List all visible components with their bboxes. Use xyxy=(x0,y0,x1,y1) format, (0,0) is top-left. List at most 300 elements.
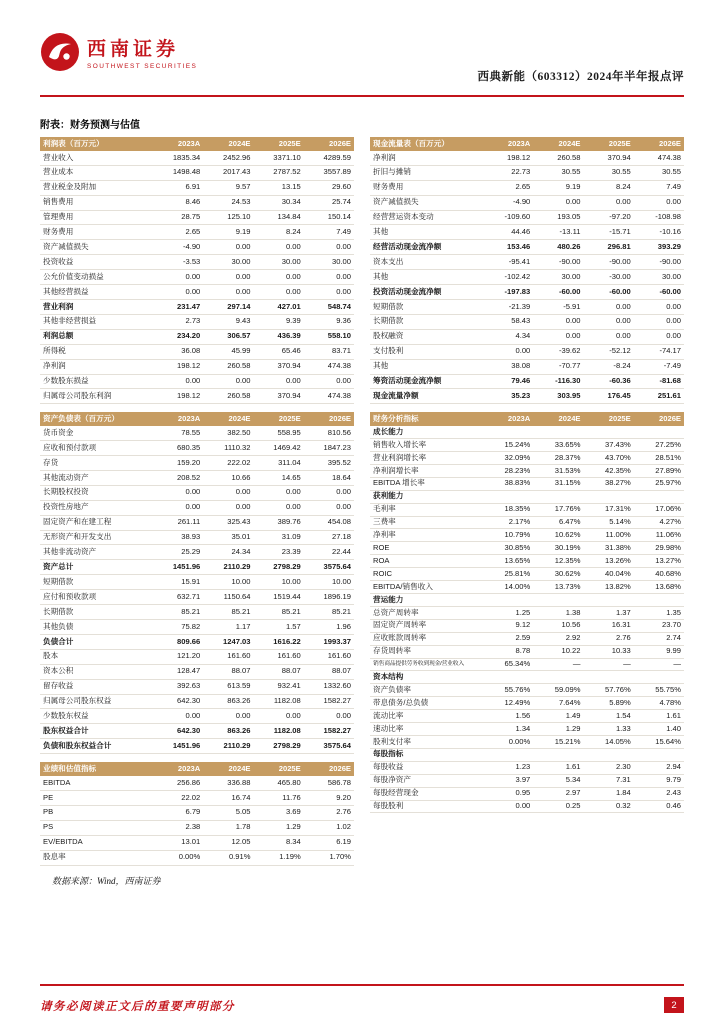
brand-text xyxy=(87,34,197,70)
cell-value: 1451.96 xyxy=(153,739,203,754)
row-label: 净利率 xyxy=(370,529,483,542)
cell-value: 25.74 xyxy=(304,195,354,210)
cell-value: 3557.89 xyxy=(304,165,354,180)
header-divider xyxy=(40,95,684,97)
row-label: 净利润 xyxy=(370,151,483,165)
cell-value: 297.14 xyxy=(203,299,253,314)
cell-value: 85.21 xyxy=(304,605,354,620)
row-label: 每股经营现金 xyxy=(370,787,483,800)
cell-value: 260.58 xyxy=(203,389,253,404)
cell-value: 0.00 xyxy=(304,270,354,285)
table-row xyxy=(370,735,684,748)
table-row xyxy=(40,240,354,255)
table-title: 业绩和估值指标 xyxy=(40,762,153,776)
cell-value: 632.71 xyxy=(153,590,203,605)
cell-value: -81.68 xyxy=(634,374,684,389)
cell-value: 58.43 xyxy=(483,314,533,329)
cell-value: 24.53 xyxy=(203,195,253,210)
table-row xyxy=(370,684,684,697)
column-header: 2025E xyxy=(584,412,634,426)
cell-value: 1.40 xyxy=(634,723,684,736)
table-row xyxy=(40,285,354,300)
cell-value: 0.00 xyxy=(254,270,304,285)
row-label: 股本 xyxy=(40,649,153,664)
cell-value: 306.57 xyxy=(203,329,253,344)
cell-value: 25.29 xyxy=(153,545,203,560)
table-title: 利润表（百万元） xyxy=(40,137,153,151)
cell-value: 5.14% xyxy=(584,516,634,529)
cell-value: 382.50 xyxy=(203,426,253,440)
row-label: 投资活动现金流净额 xyxy=(370,285,483,300)
cell-value: 22.02 xyxy=(153,790,203,805)
cell-value: 311.04 xyxy=(254,456,304,471)
row-label: 财务费用 xyxy=(370,180,483,195)
table-row xyxy=(40,329,354,344)
cell-value: 43.70% xyxy=(584,452,634,465)
row-label: 留存收益 xyxy=(40,679,153,694)
cell-value: 370.94 xyxy=(584,151,634,165)
section-row xyxy=(370,671,684,684)
cell-value: 65.46 xyxy=(254,344,304,359)
cell-value: 9.19 xyxy=(203,225,253,240)
row-label: 每股收益 xyxy=(370,761,483,774)
cell-value: 1498.48 xyxy=(153,165,203,180)
cell-value: 7.64% xyxy=(533,697,583,710)
cell-value: 13.82% xyxy=(584,581,634,594)
cell-value: 8.24 xyxy=(254,225,304,240)
cell-value: 2.92 xyxy=(533,632,583,645)
cell-value: 30.00 xyxy=(634,270,684,285)
row-label: 三费率 xyxy=(370,516,483,529)
row-label: 营业利润 xyxy=(40,299,153,314)
cell-value: 208.52 xyxy=(153,470,203,485)
cell-value: 30.19% xyxy=(533,542,583,555)
table-row xyxy=(370,568,684,581)
cell-value: 6.91 xyxy=(153,180,203,195)
cell-value: 436.39 xyxy=(254,329,304,344)
cell-value: 2.73 xyxy=(153,314,203,329)
row-label: 负债合计 xyxy=(40,634,153,649)
cell-value: 31.15% xyxy=(533,477,583,490)
table-title: 资产负债表（百万元） xyxy=(40,412,153,426)
table-row xyxy=(370,710,684,723)
cell-value: 30.00 xyxy=(203,255,253,270)
cell-value: 161.60 xyxy=(304,649,354,664)
cell-value: 159.20 xyxy=(153,456,203,471)
table-row xyxy=(370,723,684,736)
cell-value xyxy=(483,671,533,684)
table-row xyxy=(370,374,684,389)
row-label: 每股股利 xyxy=(370,800,483,813)
cell-value: 2787.52 xyxy=(254,165,304,180)
cell-value xyxy=(483,748,533,761)
row-label: 营业收入 xyxy=(40,151,153,165)
table-row xyxy=(370,285,684,300)
cell-value: 18.64 xyxy=(304,470,354,485)
column-header: 2026E xyxy=(304,412,354,426)
table-row xyxy=(40,180,354,195)
cell-value xyxy=(584,748,634,761)
table-row xyxy=(370,329,684,344)
column-header: 2025E xyxy=(254,762,304,776)
table-row xyxy=(370,542,684,555)
cell-value: 30.55 xyxy=(634,165,684,180)
cell-value: 29.98% xyxy=(634,542,684,555)
table-row xyxy=(370,240,684,255)
cell-value: 0.00 xyxy=(254,500,304,515)
cell-value xyxy=(533,426,583,438)
cell-value: 30.62% xyxy=(533,568,583,581)
cell-value: 0.00 xyxy=(533,329,583,344)
table-row xyxy=(370,800,684,813)
cell-value: 6.79 xyxy=(153,805,203,820)
table-row xyxy=(40,724,354,739)
cell-value xyxy=(634,426,684,438)
cell-value: 0.00 xyxy=(254,485,304,500)
row-label: 其他 xyxy=(370,225,483,240)
cell-value: 17.06% xyxy=(634,503,684,516)
cell-value: 260.58 xyxy=(533,151,583,165)
cell-value: 17.31% xyxy=(584,503,634,516)
row-label: 其他非经营损益 xyxy=(40,314,153,329)
table-row xyxy=(370,210,684,225)
cell-value: 88.07 xyxy=(254,664,304,679)
row-label: 支付股利 xyxy=(370,344,483,359)
cell-value: 12.35% xyxy=(533,555,583,568)
cell-value: 0.00 xyxy=(304,374,354,389)
table-row xyxy=(370,464,684,477)
cell-value: -39.62 xyxy=(533,344,583,359)
table-row xyxy=(40,225,354,240)
row-label: 归属母公司股东利润 xyxy=(40,389,153,404)
table-row xyxy=(40,441,354,456)
cell-value: 13.15 xyxy=(254,180,304,195)
table-row xyxy=(370,151,684,165)
row-label: 长期股权投资 xyxy=(40,485,153,500)
cell-value: 10.79% xyxy=(483,529,533,542)
row-label: 少数股东损益 xyxy=(40,374,153,389)
table-row xyxy=(40,739,354,754)
cell-value: 0.00 xyxy=(153,485,203,500)
cell-value: 1616.22 xyxy=(254,634,304,649)
cell-value: 1451.96 xyxy=(153,560,203,575)
table-row xyxy=(370,477,684,490)
section-row xyxy=(370,594,684,607)
row-label: 折旧与摊销 xyxy=(370,165,483,180)
table-row xyxy=(40,314,354,329)
cell-value: 1.29 xyxy=(254,820,304,835)
cell-value: 6.19 xyxy=(304,835,354,850)
cell-value: 0.00 xyxy=(304,285,354,300)
row-label: 固定资产周转率 xyxy=(370,619,483,632)
cell-value: 0.00 xyxy=(203,709,253,724)
cell-value xyxy=(634,748,684,761)
row-label: 其他 xyxy=(370,359,483,374)
cell-value: 1582.27 xyxy=(304,724,354,739)
brand-logo-icon xyxy=(40,32,80,72)
cell-value: 3575.64 xyxy=(304,739,354,754)
cell-value: 3371.10 xyxy=(254,151,304,165)
table-row xyxy=(370,452,684,465)
table-row xyxy=(40,850,354,865)
cell-value: 0.00% xyxy=(483,735,533,748)
cell-value: 0.00 xyxy=(304,240,354,255)
cell-value xyxy=(634,594,684,607)
tables-area xyxy=(40,137,684,887)
row-label: 获利能力 xyxy=(370,490,483,503)
cell-value: -116.30 xyxy=(533,374,583,389)
cell-value: 0.00 xyxy=(153,709,203,724)
cell-value: 586.78 xyxy=(304,776,354,790)
cell-value: 0.91% xyxy=(203,850,253,865)
table-row xyxy=(370,299,684,314)
cell-value: 10.22 xyxy=(533,645,583,658)
row-label: 应付和预收款项 xyxy=(40,590,153,605)
cell-value: 1896.19 xyxy=(304,590,354,605)
cell-value: 2452.96 xyxy=(203,151,253,165)
row-label: 资产减值损失 xyxy=(370,195,483,210)
cell-value: 863.26 xyxy=(203,724,253,739)
cell-value: 1247.03 xyxy=(203,634,253,649)
cell-value: 1582.27 xyxy=(304,694,354,709)
cell-value: 198.12 xyxy=(153,359,203,374)
column-header: 2024E xyxy=(203,762,253,776)
row-label: 货币资金 xyxy=(40,426,153,440)
cell-value: 0.00 xyxy=(483,800,533,813)
cell-value: 16.31 xyxy=(584,619,634,632)
cell-value: 128.47 xyxy=(153,664,203,679)
cell-value: 2110.29 xyxy=(203,739,253,754)
table-row xyxy=(40,634,354,649)
cell-value: 0.00 xyxy=(203,285,253,300)
row-label: 经营活动现金流净额 xyxy=(370,240,483,255)
cell-value: 0.00 xyxy=(634,329,684,344)
cell-value: 0.00 xyxy=(254,240,304,255)
cell-value: -4.90 xyxy=(153,240,203,255)
cell-value: — xyxy=(533,658,583,671)
cell-value: 234.20 xyxy=(153,329,203,344)
cell-value: 75.82 xyxy=(153,620,203,635)
row-label: 筹资活动现金流净额 xyxy=(370,374,483,389)
table-row xyxy=(40,545,354,560)
cell-value: 260.58 xyxy=(203,359,253,374)
cell-value: -97.20 xyxy=(584,210,634,225)
table-row xyxy=(40,500,354,515)
column-header: 2026E xyxy=(304,762,354,776)
cell-value: -60.00 xyxy=(584,285,634,300)
cell-value: 0.00 xyxy=(203,500,253,515)
cell-value: 0.00 xyxy=(584,299,634,314)
table-row xyxy=(370,581,684,594)
section-row xyxy=(370,748,684,761)
table-row xyxy=(370,632,684,645)
cell-value: 25.97% xyxy=(634,477,684,490)
row-label: EBITDA xyxy=(40,776,153,790)
cell-value: 4289.59 xyxy=(304,151,354,165)
cell-value: 14.00% xyxy=(483,581,533,594)
cell-value: 30.34 xyxy=(254,195,304,210)
row-label: 其他负债 xyxy=(40,620,153,635)
cell-value: 2110.29 xyxy=(203,560,253,575)
cell-value: 79.46 xyxy=(483,374,533,389)
table-row xyxy=(370,439,684,452)
cell-value: 427.01 xyxy=(254,299,304,314)
cell-value: 1.37 xyxy=(584,606,634,619)
cell-value: 2.76 xyxy=(304,805,354,820)
table-row xyxy=(370,195,684,210)
cell-value: -197.83 xyxy=(483,285,533,300)
cell-value: 31.38% xyxy=(584,542,634,555)
row-label: PB xyxy=(40,805,153,820)
cell-value: 85.21 xyxy=(153,605,203,620)
cell-value: 1.17 xyxy=(203,620,253,635)
column-header: 2025E xyxy=(584,137,634,151)
cell-value: 642.30 xyxy=(153,724,203,739)
cell-value: 8.46 xyxy=(153,195,203,210)
cell-value: 1.29 xyxy=(533,723,583,736)
cell-value: 303.95 xyxy=(533,389,583,404)
table-row xyxy=(40,374,354,389)
cell-value: -21.39 xyxy=(483,299,533,314)
cell-value xyxy=(533,671,583,684)
cell-value: 1.33 xyxy=(584,723,634,736)
table-row xyxy=(40,709,354,724)
cell-value: 1.38 xyxy=(533,606,583,619)
cell-value: 30.00 xyxy=(254,255,304,270)
cell-value xyxy=(533,490,583,503)
cell-value: 0.00 xyxy=(254,374,304,389)
cell-value: 1.61 xyxy=(533,761,583,774)
cell-value: 15.24% xyxy=(483,439,533,452)
table-row xyxy=(40,151,354,165)
brand xyxy=(40,32,197,72)
table-header-row xyxy=(370,137,684,151)
cell-value: 37.43% xyxy=(584,439,634,452)
cell-value: 336.88 xyxy=(203,776,253,790)
cell-value: 1.57 xyxy=(254,620,304,635)
row-label: 销售费用 xyxy=(40,195,153,210)
cell-value: 0.00 xyxy=(533,314,583,329)
cell-value: 88.07 xyxy=(304,664,354,679)
table-row xyxy=(370,516,684,529)
cell-value: 22.73 xyxy=(483,165,533,180)
cell-value: 2.17% xyxy=(483,516,533,529)
cell-value: 12.05 xyxy=(203,835,253,850)
row-label: 营运能力 xyxy=(370,594,483,607)
cell-value: 9.79 xyxy=(634,774,684,787)
cell-value: 0.95 xyxy=(483,787,533,800)
table-row xyxy=(40,210,354,225)
cell-value: 558.10 xyxy=(304,329,354,344)
cell-value: 1.70% xyxy=(304,850,354,865)
cell-value xyxy=(483,426,533,438)
table-row xyxy=(370,619,684,632)
cash-flow-table xyxy=(370,137,684,404)
table-row xyxy=(370,503,684,516)
cell-value: 4.78% xyxy=(634,697,684,710)
cell-value: 0.00 xyxy=(634,195,684,210)
cell-value: 2.43 xyxy=(634,787,684,800)
section-row xyxy=(370,426,684,438)
cell-value: -60.36 xyxy=(584,374,634,389)
cell-value: 3575.64 xyxy=(304,560,354,575)
cell-value: 465.80 xyxy=(254,776,304,790)
cell-value: 23.70 xyxy=(634,619,684,632)
cell-value: 38.27% xyxy=(584,477,634,490)
table-row xyxy=(40,530,354,545)
cell-value: 0.32 xyxy=(584,800,634,813)
table-row xyxy=(40,299,354,314)
row-label: EBITDA 增长率 xyxy=(370,477,483,490)
cell-value: 59.09% xyxy=(533,684,583,697)
cell-value: 1.49 xyxy=(533,710,583,723)
table-row xyxy=(40,776,354,790)
cell-value: 40.04% xyxy=(584,568,634,581)
cell-value: 0.46 xyxy=(634,800,684,813)
cell-value: 23.39 xyxy=(254,545,304,560)
footer-divider xyxy=(40,984,684,986)
cell-value: 480.26 xyxy=(533,240,583,255)
table-row xyxy=(370,225,684,240)
row-label: 股东权益合计 xyxy=(40,724,153,739)
cell-value: 261.11 xyxy=(153,515,203,530)
cell-value: 1150.64 xyxy=(203,590,253,605)
cell-value: 193.05 xyxy=(533,210,583,225)
cell-value: 1.78 xyxy=(203,820,253,835)
row-label: PS xyxy=(40,820,153,835)
report-title: 西典新能（603312）2024年半年报点评 xyxy=(477,71,684,83)
cell-value: 9.39 xyxy=(254,314,304,329)
cell-value: 325.43 xyxy=(203,515,253,530)
cell-value: 14.05% xyxy=(584,735,634,748)
balance-sheet-table xyxy=(40,412,354,754)
cell-value: 10.33 xyxy=(584,645,634,658)
row-label: 其他 xyxy=(370,270,483,285)
cell-value: 642.30 xyxy=(153,694,203,709)
cell-value: 55.76% xyxy=(483,684,533,697)
table-row xyxy=(370,255,684,270)
cell-value: 31.53% xyxy=(533,464,583,477)
cell-value: 17.76% xyxy=(533,503,583,516)
cell-value xyxy=(584,490,634,503)
row-label: 销售商品提供劳务收到现金/营业收入 xyxy=(370,658,483,671)
cell-value: 10.56 xyxy=(533,619,583,632)
table-row xyxy=(40,575,354,590)
cell-value: -74.17 xyxy=(634,344,684,359)
cell-value: -60.00 xyxy=(634,285,684,300)
cell-value: -10.16 xyxy=(634,225,684,240)
row-label: 其他非流动资产 xyxy=(40,545,153,560)
cell-value xyxy=(584,594,634,607)
row-label: 固定资产和在建工程 xyxy=(40,515,153,530)
cell-value: 1.54 xyxy=(584,710,634,723)
row-label: ROIC xyxy=(370,568,483,581)
table-row xyxy=(40,620,354,635)
row-label: 股利支付率 xyxy=(370,735,483,748)
cell-value: 27.89% xyxy=(634,464,684,477)
cell-value: 1.84 xyxy=(584,787,634,800)
cell-value: -60.00 xyxy=(533,285,583,300)
table-header-row xyxy=(370,412,684,426)
row-label: 其他经营损益 xyxy=(40,285,153,300)
cell-value: 15.21% xyxy=(533,735,583,748)
table-row xyxy=(40,270,354,285)
cell-value: 36.08 xyxy=(153,344,203,359)
cell-value: 28.23% xyxy=(483,464,533,477)
cell-value: 393.29 xyxy=(634,240,684,255)
cell-value: 395.52 xyxy=(304,456,354,471)
column-header: 2024E xyxy=(533,412,583,426)
